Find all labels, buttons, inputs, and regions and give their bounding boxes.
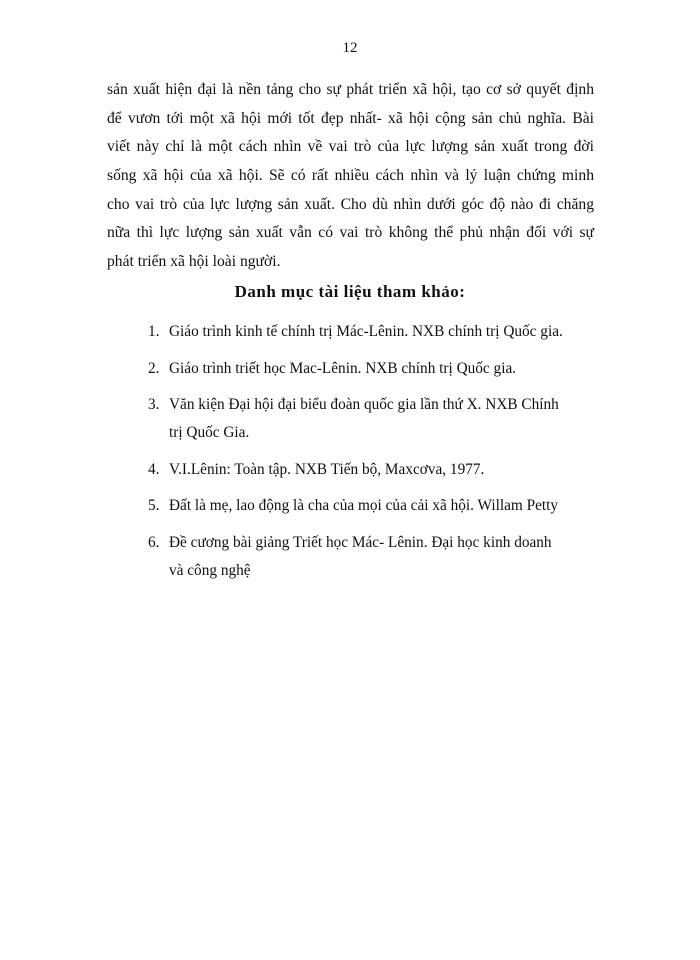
reference-item <box>148 391 594 447</box>
reference-text: V.I.Lênin: Toàn tập. NXB Tiến bộ, Maxcơva, 1977. <box>169 460 485 478</box>
paragraph-line: sản xuất hiện đại là nền tảng cho sự phát triển xã hội, tạo cơ sở quyết định <box>107 81 594 98</box>
reference-text: trị Quốc Gia. <box>169 424 250 441</box>
body-paragraph <box>107 76 594 277</box>
reference-text: và công nghệ <box>169 561 251 579</box>
reference-number: 4. <box>148 460 160 478</box>
paragraph-line: phát triển xã hội loài người. <box>107 253 281 271</box>
reference-number: 6. <box>148 533 160 551</box>
reference-text: Giáo trình triết học Mac-Lênin. NXB chính trị Quốc gia. <box>169 359 517 377</box>
reference-text: Đất là mẹ, lao động là cha của mọi của cải xã hội. Willam Petty <box>169 497 559 514</box>
reference-number: 1. <box>148 323 160 340</box>
reference-text: Giáo trình kinh tế chính trị Mác-Lênin. NXB chính trị Quốc gia. <box>169 323 563 340</box>
paragraph-line: sống xã hội của xã hội. Sẽ có rất nhiều cách nhìn và lý luận chứng minh <box>107 167 594 185</box>
paragraph-line: viết này chỉ là một cách nhìn về vai trò của lực lượng sản xuất trong đời <box>107 138 594 156</box>
reference-text: Đề cương bài giảng Triết học Mác- Lênin. Đại học kinh doanh <box>169 533 552 551</box>
reference-item <box>148 529 594 585</box>
references-heading: Danh mục tài liệu tham khảo: <box>234 282 466 301</box>
references-list <box>148 318 594 593</box>
page-number: 12 <box>342 40 358 56</box>
reference-item <box>148 318 594 346</box>
reference-item <box>148 355 594 383</box>
paragraph-line: nữa thì lực lượng sản xuất vẫn có vai trò không thể phủ nhận đối với sự <box>107 224 594 242</box>
reference-item <box>148 456 594 484</box>
reference-number: 2. <box>148 359 160 377</box>
paragraph-line: cho vai trò của lực lượng sản xuất. Cho dù nhìn dưới góc độ nào đi chăng <box>107 195 594 213</box>
reference-number: 3. <box>148 396 160 413</box>
reference-number: 5. <box>148 497 160 514</box>
reference-item <box>148 492 594 520</box>
paragraph-line: để vươn tới một xã hội mới tốt đẹp nhất- xã hội cộng sản chủ nghĩa. Bài <box>107 109 594 127</box>
reference-text: Văn kiện Đại hội đại biểu đoàn quốc gia lần thứ X. NXB Chính <box>169 396 559 413</box>
